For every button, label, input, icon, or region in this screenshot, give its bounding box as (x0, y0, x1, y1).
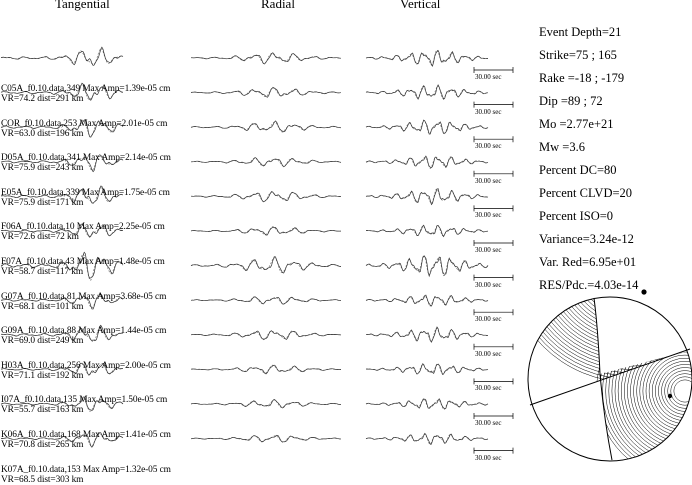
param-line-2: Rake =-18 ; -179 (539, 71, 624, 85)
station-h03a-stats: VR=71.1 dist=192 km (1, 371, 83, 381)
station-f07a-stats: VR=58.7 dist=117 km (1, 267, 83, 277)
station-c05a-stats: VR=74.2 dist=291 km (1, 94, 83, 104)
station-e05a-stats: VR=75.9 dist=171 km (1, 198, 83, 208)
station-e05a-header: E05A_f0.10.data,339 Max Amp=1.75e-05 cm (1, 188, 170, 198)
axis-marker-lower (668, 394, 672, 398)
station-d05a-stats: VR=75.9 dist=243 km (1, 163, 83, 173)
param-line-6: Percent DC=80 (539, 163, 617, 177)
param-line-5: Mw =3.6 (539, 140, 585, 154)
header-radial: Radial (261, 0, 295, 11)
param-line-9: Variance=3.24e-12 (539, 232, 634, 246)
header-tangential: Tangential (55, 0, 110, 11)
scale-label: 30.00 sec (475, 73, 501, 81)
station-g07a-header: G07A_f0.10.data,81 Max Amp=3.68e-05 cm (1, 292, 166, 302)
scale-label: 30.00 sec (475, 142, 501, 150)
station-h03a-header: H03A_f0.10.data,256 Max Amp=2.00e-05 cm (1, 361, 171, 371)
scale-label: 30.00 sec (475, 419, 501, 427)
param-line-11: RES/Pdc.=4.03e-14 (539, 278, 638, 292)
station-k07a-stats: VR=68.5 dist=303 km (1, 475, 83, 485)
scale-label: 30.00 sec (475, 454, 501, 462)
station-i07a-header: I07A_f0.10.data,135 Max Amp=1.50e-05 cm (1, 395, 167, 405)
scale-label: 30.00 sec (475, 350, 501, 358)
param-line-4: Mo =2.77e+21 (539, 117, 614, 131)
axis-marker-upper (641, 289, 646, 294)
station-cor-stats: VR=63.0 dist=196 km (1, 129, 83, 139)
scale-label: 30.00 sec (475, 315, 501, 323)
station-k06a-stats: VR=70.8 dist=265 km (1, 440, 83, 450)
station-f07a-header: F07A_f0.10.data,43 Max Amp=1.48e-05 cm (1, 257, 165, 267)
station-g09a-header: G09A_f0.10.data,88 Max Amp=1.44e-05 cm (1, 326, 166, 336)
param-line-1: Strike=75 ; 165 (539, 48, 617, 62)
param-line-0: Event Depth=21 (539, 25, 621, 39)
param-line-7: Percent CLVD=20 (539, 186, 632, 200)
station-i07a-stats: VR=55.7 dist=163 km (1, 405, 83, 415)
param-line-8: Percent ISO=0 (539, 209, 613, 223)
station-k06a-header: K06A_f0.10.data,168 Max Amp=1.41e-05 cm (1, 430, 171, 440)
station-cor-header: COR_f0.10.data,253 Max Amp=2.01e-05 cm (1, 119, 167, 129)
scale-label: 30.00 sec (475, 108, 501, 116)
param-line-10: Var. Red=6.95e+01 (539, 255, 636, 269)
scale-label: 30.00 sec (475, 177, 501, 185)
param-line-3: Dip =89 ; 72 (539, 94, 603, 108)
station-f06a-stats: VR=72.6 dist=72 km (1, 232, 79, 242)
scale-label: 30.00 sec (475, 384, 501, 392)
scale-label: 30.00 sec (475, 246, 501, 254)
scale-label: 30.00 sec (475, 281, 501, 289)
station-d05a-header: D05A_f0.10.data,341 Max Amp=2.14e-05 cm (1, 153, 171, 163)
station-g09a-stats: VR=69.0 dist=249 km (1, 336, 83, 346)
station-c05a-header: C05A_f0.10.data,349 Max Amp=1.39e-05 cm (1, 84, 170, 94)
station-f06a-header: F06A_f0.10.data,10 Max Amp=2.25e-05 cm (1, 222, 165, 232)
header-vertical: Vertical (400, 0, 440, 11)
station-k07a-header: K07A_f0.10.data,153 Max Amp=1.32e-05 cm (1, 465, 171, 475)
station-g07a-stats: VR=68.1 dist=101 km (1, 302, 83, 312)
scale-label: 30.00 sec (475, 211, 501, 219)
